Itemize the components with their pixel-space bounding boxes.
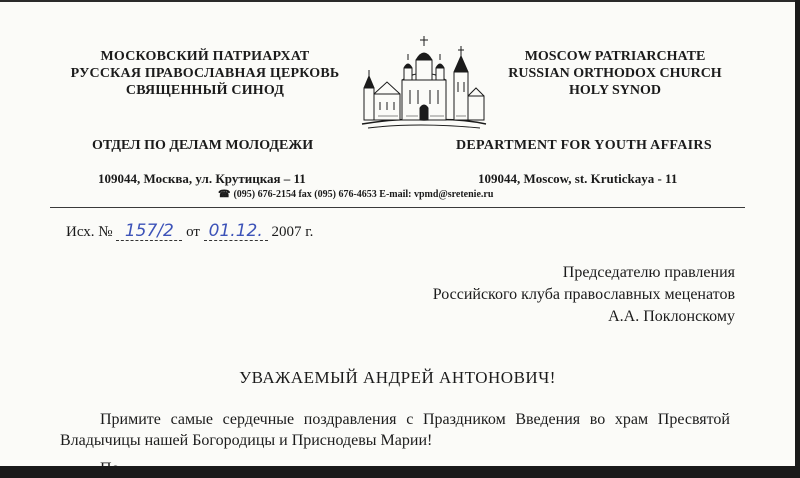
reference-year: 2007 г. [271,224,314,240]
header-ru-line-3: СВЯЩЕННЫЙ СИНОД [125,83,285,98]
telephone-icon: ☎ [218,189,231,200]
body-paragraph-2-partial: По... [100,460,132,477]
address-english: 109044, Moscow, st. Krutickaya - 11 [478,171,678,186]
header-ru-line-1: МОСКОВСКИЙ ПАТРИАРХАТ [100,49,310,64]
contacts-line [218,189,493,200]
letter-body [60,409,730,451]
header-divider [50,207,745,208]
address-russian: 109044, Москва, ул. Крутицкая – 11 [98,171,306,186]
body-paragraph-1: Примите самые сердечные поздравления с Праздником Введения во храм Пресвятой Владычицы нашей Богородицы и Приснодевы Марии! [60,411,730,449]
header-en-line-3: HOLY SYNOD [569,83,661,98]
header-ru-line-2: РУССКАЯ ПРАВОСЛАВНАЯ ЦЕРКОВЬ [70,66,340,81]
department-english: DEPARTMENT FOR YOUTH AFFAIRS [456,138,712,153]
addressee-line-2: Российского клуба православных меценатов [432,286,735,303]
outgoing-reference [66,222,313,241]
header-en-line-2: RUSSIAN ORTHODOX CHURCH [508,66,722,81]
header-english [490,48,740,99]
header-russian [60,48,350,99]
reference-from-word: от [186,224,200,240]
reference-number: 157/2 [116,222,182,241]
header-en-line-1: MOSCOW PATRIARCHATE [524,49,706,64]
monastery-emblem-icon [358,32,490,132]
addressee-line-3: А.А. Поклонскому [608,308,735,325]
contacts-text: (095) 676-2154 fax (095) 676-4653 E-mail: vpmd@sretenie.ru [233,189,494,200]
salutation: УВАЖАЕМЫЙ АНДРЕЙ АНТОНОВИЧ! [239,368,556,387]
addressee-block [433,262,735,328]
reference-date: 01.12. [204,222,268,241]
reference-prefix: Исх. № [66,224,113,240]
department-russian: ОТДЕЛ ПО ДЕЛАМ МОЛОДЕЖИ [92,138,314,153]
addressee-line-1: Председателю правления [562,264,735,281]
